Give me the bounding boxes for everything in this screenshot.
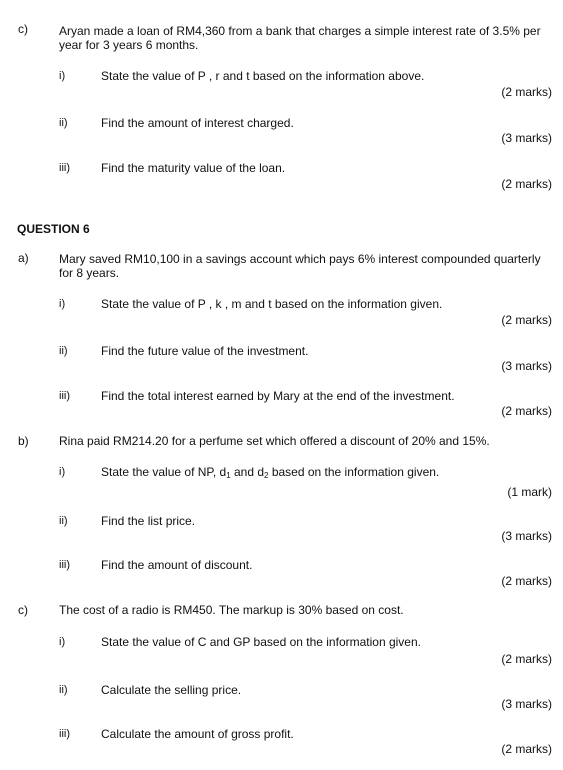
part-label: a): [18, 251, 29, 265]
subpart-number: ii): [59, 345, 68, 357]
subpart-text: Find the amount of discount.: [101, 558, 253, 572]
question-text: Mary saved RM10,100 in a savings account which pays 6% interest compounded quarterly for 8 years.: [59, 252, 541, 280]
marks-label: (2 marks): [501, 85, 552, 99]
marks-label: (2 marks): [501, 652, 552, 666]
question-heading: QUESTION 6: [17, 222, 90, 236]
marks-label: (2 marks): [501, 574, 552, 588]
subpart-text: State the value of NP, $d_1$ and $d_2$ based on the information given.: [101, 465, 440, 480]
subpart-text: Find the future value of the investment.: [101, 344, 309, 358]
subpart-number: iii): [59, 390, 70, 402]
subpart-text: Calculate the selling price.: [101, 683, 242, 697]
subpart-text: Find the amount of interest charged.: [101, 116, 294, 130]
marks-label: (2 marks): [501, 177, 552, 191]
marks-label: (3 marks): [501, 359, 552, 373]
subpart-text: State the value of P , r and t based on the information above.: [101, 69, 425, 83]
subpart-text: Find the total interest earned by Mary at the end of the investment.: [101, 389, 455, 403]
marks-label: (2 marks): [501, 313, 552, 327]
marks-label: (1 mark): [507, 485, 552, 499]
question-text: Rina paid RM214.20 for a perfume set which offered a discount of 20% and 15%.: [59, 434, 490, 448]
marks-label: (3 marks): [501, 131, 552, 145]
part-label: b): [18, 434, 29, 448]
marks-label: (2 marks): [501, 404, 552, 418]
subpart-text: Calculate the amount of gross profit.: [101, 727, 294, 741]
subpart-number: iii): [59, 162, 70, 174]
subpart-text: State the value of P , k , m and t based on the information given.: [101, 297, 443, 311]
subpart-number: ii): [59, 684, 68, 696]
part-label: c): [18, 22, 28, 36]
subpart-number: i): [59, 298, 66, 310]
subpart-number: ii): [59, 515, 68, 527]
subpart-number: iii): [59, 728, 70, 740]
subpart-number: i): [59, 466, 66, 478]
question-text: The cost of a radio is RM450. The markup is 30% based on cost.: [59, 603, 404, 617]
subpart-number: i): [59, 636, 66, 648]
question-text: Aryan made a loan of RM4,360 from a bank that charges a simple interest rate of 3.5% per year for 3 years 6 months.: [59, 24, 541, 52]
subpart-text: Find the list price.: [101, 514, 196, 528]
subpart-number: i): [59, 70, 66, 82]
subpart-text: State the value of C and GP based on the information given.: [101, 635, 421, 649]
subpart-number: iii): [59, 559, 70, 571]
marks-label: (3 marks): [501, 697, 552, 711]
subpart-number: ii): [59, 117, 68, 129]
marks-label: (2 marks): [501, 742, 552, 756]
part-label: c): [18, 603, 28, 617]
subpart-text: Find the maturity value of the loan.: [101, 161, 286, 175]
marks-label: (3 marks): [501, 529, 552, 543]
